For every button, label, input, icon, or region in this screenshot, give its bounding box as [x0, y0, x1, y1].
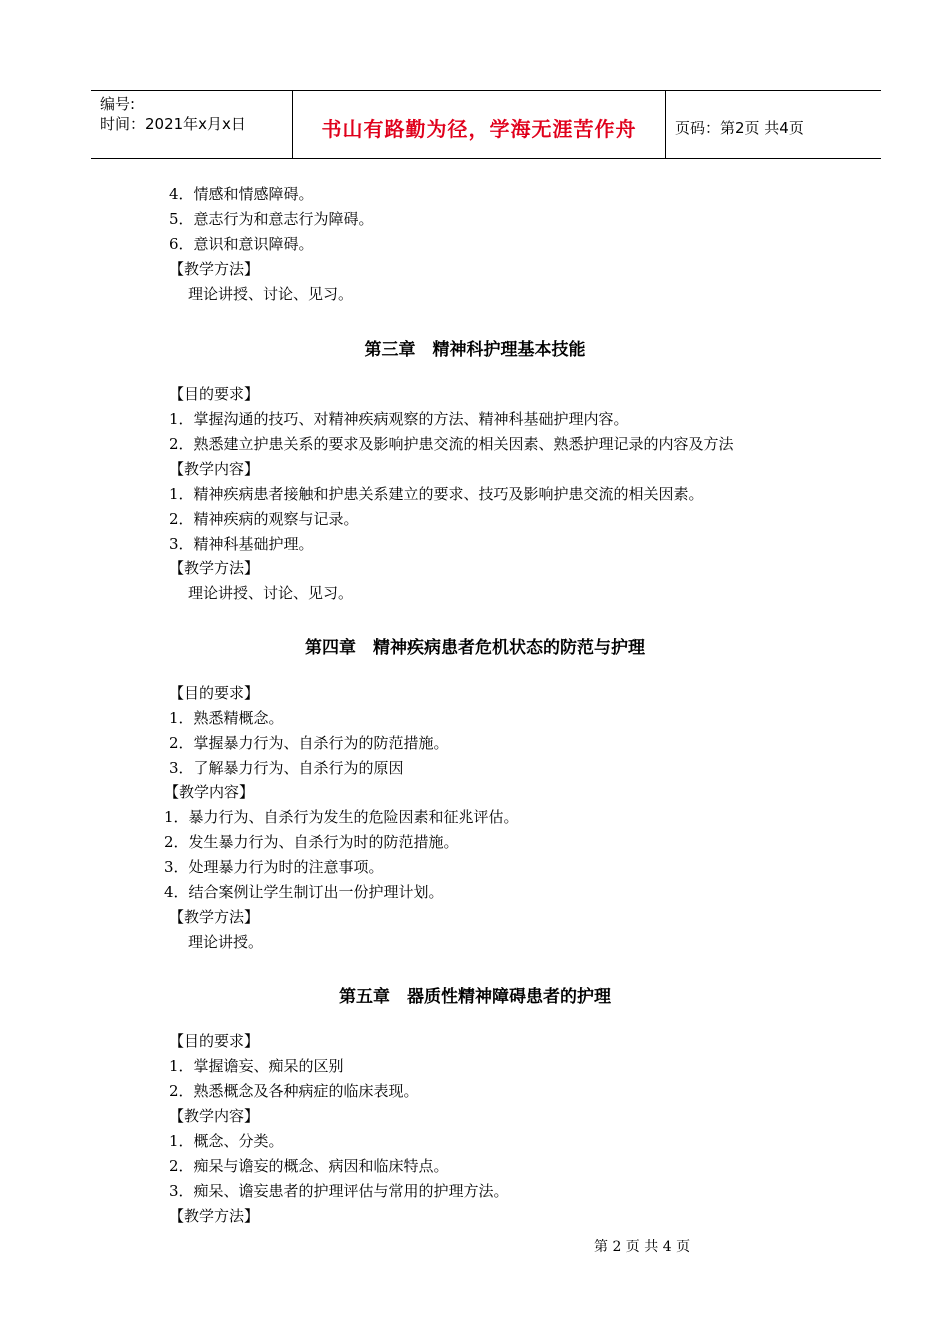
- list-item: 2．熟悉建立护患关系的要求及影响护患交流的相关因素、熟悉护理记录的内容及方法: [169, 435, 734, 453]
- paragraph: 理论讲授、讨论、见习。: [188, 285, 354, 303]
- section-heading: 【教学内容】: [169, 460, 260, 478]
- list-item: 1．精神疾病患者接触和护患关系建立的要求、技巧及影响护患交流的相关因素。: [169, 485, 704, 503]
- list-item: 2．熟悉概念及各种病症的临床表现。: [169, 1082, 419, 1100]
- list-item: 6．意识和意识障碍。: [169, 235, 314, 253]
- list-item: 3．精神科基础护理。: [169, 535, 314, 553]
- chapter-title: 第五章 器质性精神障碍患者的护理: [339, 987, 611, 1007]
- list-item: 1．掌握谵妄、痴呆的区别: [169, 1057, 344, 1075]
- section-heading: 【目的要求】: [169, 684, 260, 702]
- section-heading: 【教学内容】: [169, 1107, 260, 1125]
- list-item: 2．发生暴力行为、自杀行为时的防范措施。: [164, 833, 459, 851]
- header-motto: 书山有路勤为径，学海无涯苦作舟: [321, 117, 637, 141]
- header-left-cell: [91, 91, 292, 158]
- list-item: 5．意志行为和意志行为障碍。: [169, 210, 374, 228]
- list-item: 1．掌握沟通的技巧、对精神疾病观察的方法、精神科基础护理内容。: [169, 410, 629, 428]
- section-heading: 【教学方法】: [169, 1207, 260, 1225]
- chapter-title: 第三章 精神科护理基本技能: [364, 340, 586, 360]
- section-heading: 【目的要求】: [169, 1032, 260, 1050]
- list-item: 1．概念、分类。: [169, 1132, 284, 1150]
- header-middle-cell: [292, 91, 666, 158]
- paragraph: 理论讲授。: [188, 933, 264, 951]
- list-item: 2．掌握暴力行为、自杀行为的防范措施。: [169, 734, 449, 752]
- list-item: 2．精神疾病的观察与记录。: [169, 510, 359, 528]
- section-heading: 【教学方法】: [169, 559, 260, 577]
- page-header: [91, 90, 881, 159]
- list-item: 4．结合案例让学生制订出一份护理计划。: [164, 883, 444, 901]
- list-item: 3．了解暴力行为、自杀行为的原因: [169, 759, 404, 777]
- list-item: 3．处理暴力行为时的注意事项。: [164, 858, 384, 876]
- list-item: 4．情感和情感障碍。: [169, 185, 314, 203]
- section-heading: 【教学方法】: [169, 908, 260, 926]
- document-time-label: 时间：2021年x月x日: [100, 115, 246, 133]
- header-right-cell: [666, 91, 881, 158]
- list-item: 1．暴力行为、自杀行为发生的危险因素和征兆评估。: [164, 808, 519, 826]
- chapter-title: 第四章 精神疾病患者危机状态的防范与护理: [305, 638, 645, 658]
- paragraph: 理论讲授、讨论、见习。: [188, 584, 354, 602]
- list-item: 1．熟悉精概念。: [169, 709, 284, 727]
- document-number-label: 编号:: [100, 95, 136, 113]
- list-item: 2．痴呆与谵妄的概念、病因和临床特点。: [169, 1157, 449, 1175]
- header-page-info: 页码：第2页 共4页: [675, 119, 804, 137]
- list-item: 3．痴呆、谵妄患者的护理评估与常用的护理方法。: [169, 1182, 509, 1200]
- section-heading: 【目的要求】: [169, 385, 260, 403]
- section-heading: 【教学内容】: [164, 783, 255, 801]
- section-heading: 【教学方法】: [169, 260, 260, 278]
- page-footer: 第 2 页 共 4 页: [594, 1239, 691, 1255]
